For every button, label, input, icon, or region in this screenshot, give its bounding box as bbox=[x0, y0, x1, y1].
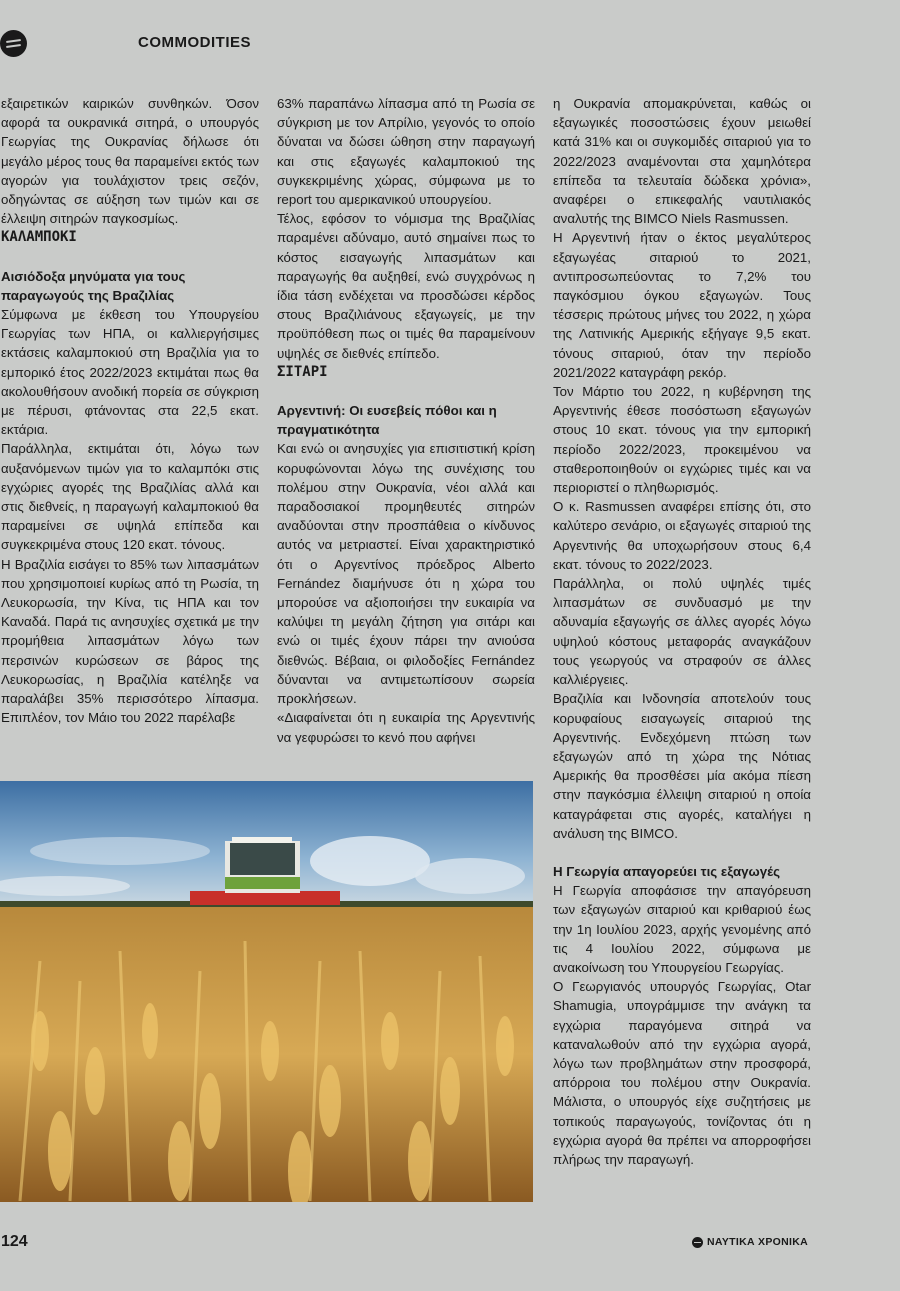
subheading-georgia: Η Γεωργία απαγορεύει τις εξαγωγές bbox=[553, 863, 781, 879]
paragraph: Βραζιλία και Ινδονησία αποτελούν τους κορυφαίους εισαγωγείς σιταριού της Αργεντινής. Ενδεχόμενη πτώση των εξαγωγών από τη χώρα της Νότιας Αμερικής θα προσθέσει μία ακόμα πίεση στην παγκόσμια έλλειψη σιταριού η οποία καταγράφεται στις αγορές, καταλήγει η ανάλυση της BIMCO. bbox=[553, 691, 811, 841]
page-number: 124 bbox=[1, 1233, 28, 1250]
paragraph: 63% παραπάνω λίπασμα από τη Ρωσία σε σύγκριση με τον Απρίλιο, γεγονός το οποίο δύναται να δώσει ώθηση στην παραγωγή και στις εξαγωγές καλαμποκιού της συγκεκριμένης χώρας, σύμφωνα με το report του αμερικανικού υπουργείου. bbox=[277, 96, 535, 208]
article-column-3 bbox=[553, 94, 811, 1169]
paragraph: Η Αργεντινή ήταν ο έκτος μεγαλύτερος εξαγωγέας σιταριού το 2021, αντιπροσωπεύοντας το 7,2% του παγκόσμιου όγκου εξαγωγών. Τους τέσσερις πρώτους μήνες του 2022, η χώρα της Λατινικής Αμερικής εξήγαγε 9,5 εκατ. τόνους σιταριού, όταν την περίοδο 2021/2022 καταγράφη ρεκόρ. bbox=[553, 230, 811, 380]
paragraph: Η Βραζιλία εισάγει το 85% των λιπασμάτων που χρησιμοποιεί κυρίως από τη Ρωσία, τη Λευκορωσία, την Κίνα, τις ΗΠΑ και τον Καναδά. Παρά τις ανησυχίες σχετικά με την προμήθεια λιπασμάτων λόγω των περσινών κυρώσεων σε βάρος της Λευκορωσίας, η Βραζιλία κατέληξε να παραλάβει 35% περισσότερο λίπασμα. Επιπλέον, τον Μάιο του 2022 παρέλαβε bbox=[1, 556, 259, 726]
paragraph: Τέλος, εφόσον το νόμισμα της Βραζιλίας παραμένει αδύναμο, αυτό σημαίνει πως το κόστος εισαγωγής λιπασμάτων και παραγωγής θα αυξηθεί, ενώ συγχρόνως η ίδια τάση ενδέχεται να προσδώσει κέρδος στους Βραζιλιάνους εξαγωγείς, με την προϋπόθεση πως οι τιμές θα παραμείνουν υψηλές σε διεθνές επίπεδο. bbox=[277, 211, 535, 361]
subheading-brazil: Αισιόδοξα μηνύματα για τους παραγωγούς της Βραζιλίας bbox=[1, 268, 186, 303]
paragraph: Σύμφωνα με έκθεση του Υπουργείου Γεωργίας των ΗΠΑ, οι καλλιεργήσιμες εκτάσεις καλαμποκιού στη Βραζιλία για το εμπορικό έτος 2022/2023 εκτιμάται πως θα ακολουθήσουν ανοδική πορεία σε σύγκριση με πέρυσι, φτάνοντας στα 22,5 εκατ. εκτάρια. bbox=[1, 307, 259, 438]
section-heading-corn: ΚΑΛΑΜΠΟΚΙ bbox=[1, 229, 77, 246]
paragraph: Ο κ. Rasmussen αναφέρει επίσης ότι, στο καλύτερο σενάριο, οι εξαγωγές σιταριού της Αργεντινής θα υποχωρήσουν στους 6,4 εκατ. τόνους το 2022/2023. bbox=[553, 499, 811, 572]
paragraph: Παράλληλα, εκτιμάται ότι, λόγω των αυξανόμενων τιμών για το καλαμπόκι στις εγχώριες αγορές της Βραζιλίας αλλά και στις διεθνείς, η παραγωγή καλαμποκιού θα παραμείνει σε υψηλά επίπεδα και συγκεκριμένα στους 120 εκατ. τόνους. bbox=[1, 441, 259, 553]
article-column-2 bbox=[277, 94, 535, 747]
wheat-field-harvester-photo bbox=[0, 781, 533, 1202]
paragraph: Τον Μάρτιο του 2022, η κυβέρνηση της Αργεντινής έθεσε ποσόστωση εξαγωγών στους 10 εκατ. τόνους για την εμπορική περίοδο 2022/2023, προκειμένου να σταθεροποιηθούν οι εγχώριες τιμές και να περιοριστεί ο πληθωρισμός. bbox=[553, 384, 811, 496]
paragraph: εξαιρετικών καιρικών συνθηκών. Όσον αφορά τα ουκρανικά σιτηρά, ο υπουργός Γεωργίας της Ουκρανίας δήλωσε ότι μεγάλο μέρος τους θα παραμείνει εκτός των αγορών για τουλάχιστον τρεις σεζόν, οδηγώντας σε αύξηση των τιμών και σε έλλειψη σιτηρών παγκοσμίως. bbox=[1, 96, 259, 227]
paragraph: Ο Γεωργιανός υπουργός Γεωργίας, Otar Shamugia, υπογράμμισε την ανάγκη τα εγχώρια παραγόμενα σιτηρά να καταναλωθούν από την εγχώρια αγορά, λόγω των προβλημάτων στην προσφορά, απόρροια του πολέμου στην Ουκρανία. Μάλιστα, ο υπουργός είχε συζητήσεις με τοπικούς παραγωγούς, τονίζοντας ότι η εγχώρια αγορά θα πρέπει να απορροφήσει πλήρως την παραγωγή. bbox=[553, 979, 811, 1167]
subheading-argentina: Αργεντινή: Οι ευσεβείς πόθοι και η πραγματικότητα bbox=[277, 403, 497, 438]
article-column-1 bbox=[1, 94, 259, 728]
footer-brand bbox=[692, 1236, 808, 1248]
section-title: COMMODITIES bbox=[138, 34, 251, 51]
footer-brand-name: ΝΑΥΤΙΚΑ ΧΡΟΝΙΚΑ bbox=[707, 1236, 808, 1248]
paragraph: Παράλληλα, οι πολύ υψηλές τιμές λιπασμάτων σε συνδυασμό με την αδυναμία εξαγωγής σε άλλες αγορές λόγω υψηλού κόστους μεταφοράς αναγκάζουν τους γεωργούς να στραφούν σε άλλες καλλιέργειες. bbox=[553, 576, 811, 688]
paragraph: Η Γεωργία αποφάσισε την απαγόρευση των εξαγωγών σιταριού και κριθαριού έως την 1η Ιουλίου 2023, αρχής γενομένης από τις 4 Ιουλίου 2022, σύμφωνα με ανακοίνωση του Υπουργείου Γεωργίας. bbox=[553, 883, 811, 975]
brand-logo-icon bbox=[692, 1237, 703, 1248]
section-heading-wheat: ΣΙΤΑΡΙ bbox=[277, 363, 328, 380]
paragraph: η Ουκρανία απομακρύνεται, καθώς οι εξαγωγικές ποσοστώσεις έχουν μειωθεί κατά 31% και οι συγκομιδές σιταριού για το 2022/2023 αναμένονται στα χαμηλότερα επίπεδα τα τελευταία δώδεκα χρόνια», αναφέρει ο επικεφαλής ναυτιλιακός αναλυτής της BIMCO Niels Rasmussen. bbox=[553, 96, 811, 227]
paragraph: «Διαφαίνεται ότι η ευκαιρία της Αργεντινής να γεφυρώσει το κενό που αφήνει bbox=[277, 710, 535, 745]
paragraph: Και ενώ οι ανησυχίες για επισιτιστική κρίση κορυφώνονται λόγω της συνέχισης του πολέμου στην Ουκρανία, νέοι αλλά και παραδοσιακοί προμηθευτές σιτηρών αναδύονται στην προσπάθεια ο κίνδυνος αυτός να μετριαστεί. Είναι χαρακτηριστικό ότι ο Αργεντίνος πρόεδρος Alberto Fernández διαμήνυσε ότι η χώρα του μπορούσε να αξιοποιήσει την ευκαιρία να καλύψει τη μεγάλη ζήτηση για σιτάρι και ενώ οι τιμές έχουν πάρει την ανιούσα διεθνώς. Βέβαια, οι φιλοδοξίες Fernández δύνανται να αντιμετωπίσουν σωρεία προκλήσεων. bbox=[277, 441, 535, 707]
magazine-logo-icon bbox=[0, 30, 27, 57]
